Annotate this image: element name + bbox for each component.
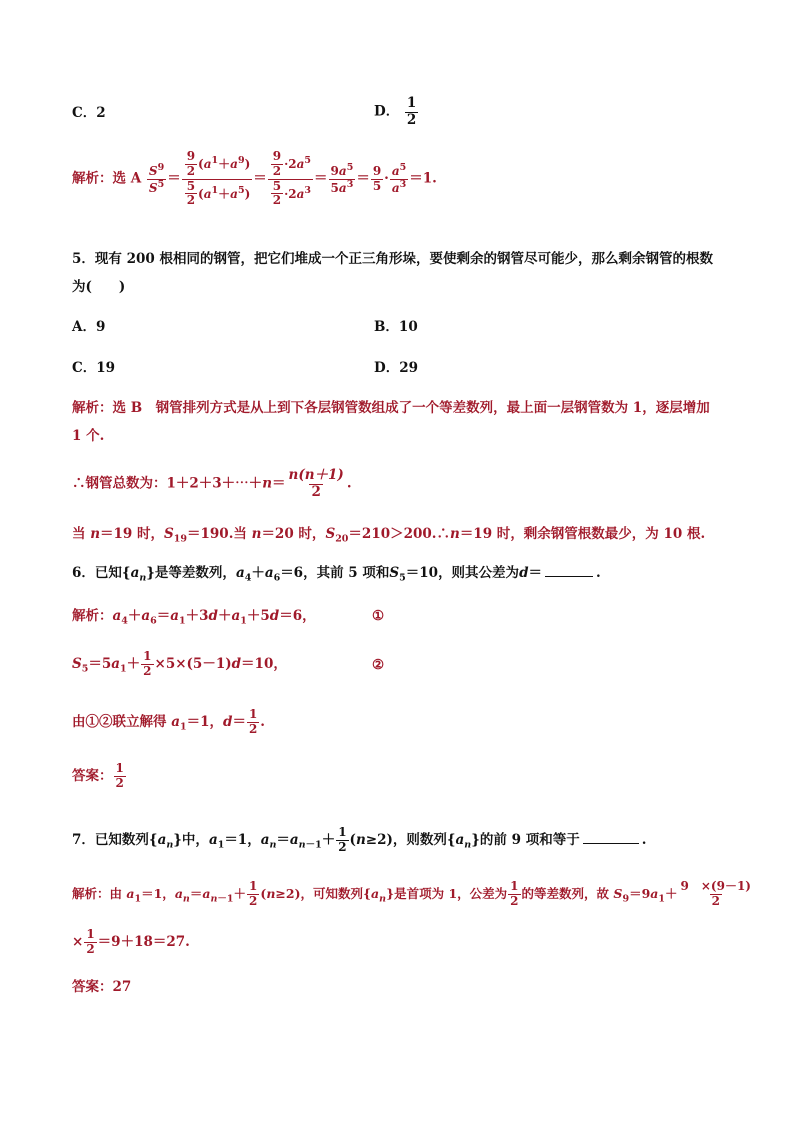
q6-solve: 由①②联立解得 $a_1=1$，d＝ $\frac{1}{2}$ .: [72, 707, 265, 736]
q5-text-line1: 5．现有 200 根相同的钢管，把它们堆成一个正三角形垛，要使剩余的钢管尽可能少，那么剩余钢管的根数: [72, 251, 713, 267]
q6-solution-eq1: 解析：$a_4+a_6=a_1+3d+a_1+5d=6$，: [72, 608, 316, 627]
q6-answer-fraction: $\frac{1}{2}$: [115, 761, 124, 790]
q5-total-fraction: $\frac{n(n+1)}{2}$: [288, 467, 344, 500]
q6-solution-eq2: $S_5=5a_1+$ $\frac{1}{2}$ ×5×(5－1)d＝10，: [72, 649, 287, 678]
option-d-fraction: $\frac{1}{2}$: [406, 95, 417, 128]
q7-solution-line2: × $\frac{1}{2}$ ＝9＋18＝27.: [72, 927, 190, 956]
q4-solution-tail: ＝1.: [409, 170, 437, 187]
q6-eq2-mark: ②: [372, 657, 385, 673]
q7-text: 7．已知数列$\{a_n\}$中，$a_1=1$，$a_n=a_{n-1}+$ $\frac{1}{2}$ (n≥2)，则数列$\{a_n\}$的前 9 项和等于 .: [72, 825, 647, 854]
q5-solution-line2: 1 个.: [72, 428, 105, 444]
option-d-label: D．: [374, 103, 400, 120]
q6-answer: 答案： $\frac{1}{2}$: [72, 761, 124, 790]
q4-solution: 解析：选 A $\frac{S^9}{S^5}$ ＝ $\frac{9}{2}$ $(a^1+a^9)$ $\frac{5}{2}$ $(a^1+a^5)$ ＝ $\frac{9}{2}$ $\cdot 2a^5$ $\frac{5}{2}$ $\cdot 2a^3$ ＝ $\frac{9a^5}{5a^3}$ ＝ $\frac{9}{5}$ · $\frac{a^5}{a^3}$ ＝1.: [72, 149, 437, 208]
option-c-value: 2: [96, 105, 106, 121]
option-d: [374, 96, 419, 128]
q7-answer: 答案：27: [72, 979, 132, 995]
option-c-label: C．: [72, 105, 97, 121]
q4-solution-prefix: 解析：选 A: [72, 170, 142, 187]
option-row-c-d: [72, 103, 106, 123]
q5-option-d: D．29: [374, 360, 419, 376]
q5-total: ∴钢管总数为：1＋2＋3＋⋯＋n＝ $\frac{n(n+1)}{2}$ .: [72, 467, 352, 500]
q5-conclusion: 当 n＝19 时，$S_{19}=190$.当 n＝20 时，$S_{20}=210>200.\therefore n=19$ 时，剩余钢管根数最少，为 10 根.: [72, 526, 706, 545]
q5-solution-line1: 解析：选 B 钢管排列方式是从上到下各层钢管数组成了一个等差数列，最上面一层钢管数为 1，逐层增加: [72, 400, 710, 416]
q5-option-a: A．9: [72, 319, 106, 335]
q6-text: 6．已知$\{a_n\}$是等差数列，$a_4+a_6=6$，其前 5 项和$S_5=10$，则其公差为d＝ .: [72, 565, 601, 584]
q5-text-line2: 为( ): [72, 279, 126, 295]
q7-answer-blank: [583, 843, 639, 844]
q6-answer-blank: [545, 576, 593, 577]
q7-solution-line1: 解析：由 $a_1=1$，$a_n=a_{n-1}+$ $\frac{1}{2}$ (n≥2)，可知数列$\{a_n\}$是首项为 1，公差为 $\frac{1}{2}$ 的等差数列，故 $S_9=9a_1+$ $\frac{9 \times(9-1)}{2}$: [72, 879, 751, 908]
q5-option-c: C．19: [72, 360, 116, 376]
q5-option-b: B．10: [374, 319, 418, 335]
q6-eq1-mark: ①: [372, 608, 385, 624]
